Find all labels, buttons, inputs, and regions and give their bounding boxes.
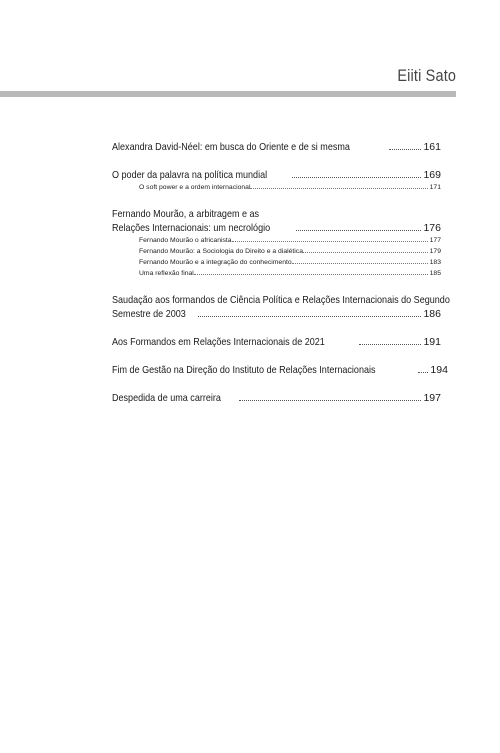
toc-entry xyxy=(112,293,450,321)
dot-leader xyxy=(303,252,428,253)
toc-subentry[interactable] xyxy=(139,235,441,246)
toc-entry xyxy=(112,168,441,193)
toc-entry-page: 197 xyxy=(423,392,441,404)
toc-entry-page: 194 xyxy=(430,364,448,376)
dot-leader xyxy=(292,177,421,178)
toc-entry xyxy=(112,391,441,405)
toc-line[interactable] xyxy=(112,363,448,377)
toc-entry-title-line1 xyxy=(112,207,441,221)
toc-subentry-title: Fernando Mourão e a integração do conhecimento xyxy=(139,259,292,266)
toc-subentry-title: Uma reflexão final xyxy=(139,270,194,277)
dot-leader xyxy=(239,400,422,401)
toc-entry-title: O poder da palavra na política mundial xyxy=(112,169,268,181)
toc-line[interactable] xyxy=(112,140,441,154)
toc-entry-page: 186 xyxy=(423,308,441,320)
toc-subentry-title: Fernando Mourão: a Sociologia do Direito e a dialética xyxy=(139,248,303,255)
dot-leader xyxy=(418,372,428,373)
toc-entry-title: Despedida de uma carreira xyxy=(112,392,221,404)
toc-line[interactable] xyxy=(112,307,441,321)
toc-entry-page: 191 xyxy=(423,336,441,348)
toc-entry-title-line1 xyxy=(112,293,450,307)
table-of-contents xyxy=(112,140,450,419)
toc-subentry[interactable] xyxy=(139,182,441,193)
toc-subentry-title: Fernando Mourão o africanista xyxy=(139,237,232,244)
toc-entry-title: Alexandra David-Néel: em busca do Oriente e de si mesma xyxy=(112,141,350,153)
toc-entry xyxy=(112,140,441,154)
toc-entry xyxy=(112,207,441,279)
toc-line[interactable] xyxy=(112,221,441,235)
toc-subentry-page: 185 xyxy=(429,270,441,277)
toc-subentry-title: O soft power e a ordem internacional xyxy=(139,184,251,191)
toc-entry xyxy=(112,363,448,377)
toc-subentry-page: 177 xyxy=(429,237,441,244)
toc-entry-title: Semestre de 2003 xyxy=(112,308,186,320)
toc-subentry[interactable] xyxy=(139,257,441,268)
toc-entry-title: Relações Internacionais: um necrológio xyxy=(112,222,271,234)
toc-entry-title: Aos Formandos em Relações Internacionais de 2021 xyxy=(112,336,325,348)
toc-subentry[interactable] xyxy=(139,268,441,279)
toc-subentry-page: 183 xyxy=(429,259,441,266)
toc-entry-title: Fim de Gestão na Direção do Instituto de Relações Internacionais xyxy=(112,364,376,376)
author-name: Eiiti Sato xyxy=(397,66,456,85)
dot-leader xyxy=(194,274,428,275)
dot-leader xyxy=(359,344,421,345)
toc-line[interactable] xyxy=(112,391,441,405)
toc-entry-title: Fernando Mourão, a arbitragem e as xyxy=(112,208,260,220)
dot-leader xyxy=(250,188,427,189)
toc-entry-page: 176 xyxy=(423,222,441,234)
toc-entry-title: Saudação aos formandos de Ciência Política e Relações Internacionais do Segundo xyxy=(112,294,450,306)
header-rule xyxy=(0,91,456,97)
toc-entry-page: 161 xyxy=(423,141,441,153)
toc-entry-page: 169 xyxy=(423,169,441,181)
toc-subentry-page: 171 xyxy=(429,184,441,191)
dot-leader xyxy=(296,230,422,231)
toc-subentry[interactable] xyxy=(139,246,441,257)
toc-subentry-page: 179 xyxy=(429,248,441,255)
dot-leader xyxy=(292,263,428,264)
dot-leader xyxy=(232,241,428,242)
dot-leader xyxy=(389,149,422,150)
dot-leader xyxy=(198,316,422,317)
toc-entry xyxy=(112,335,441,349)
toc-line[interactable] xyxy=(112,335,441,349)
toc-line[interactable] xyxy=(112,168,441,182)
